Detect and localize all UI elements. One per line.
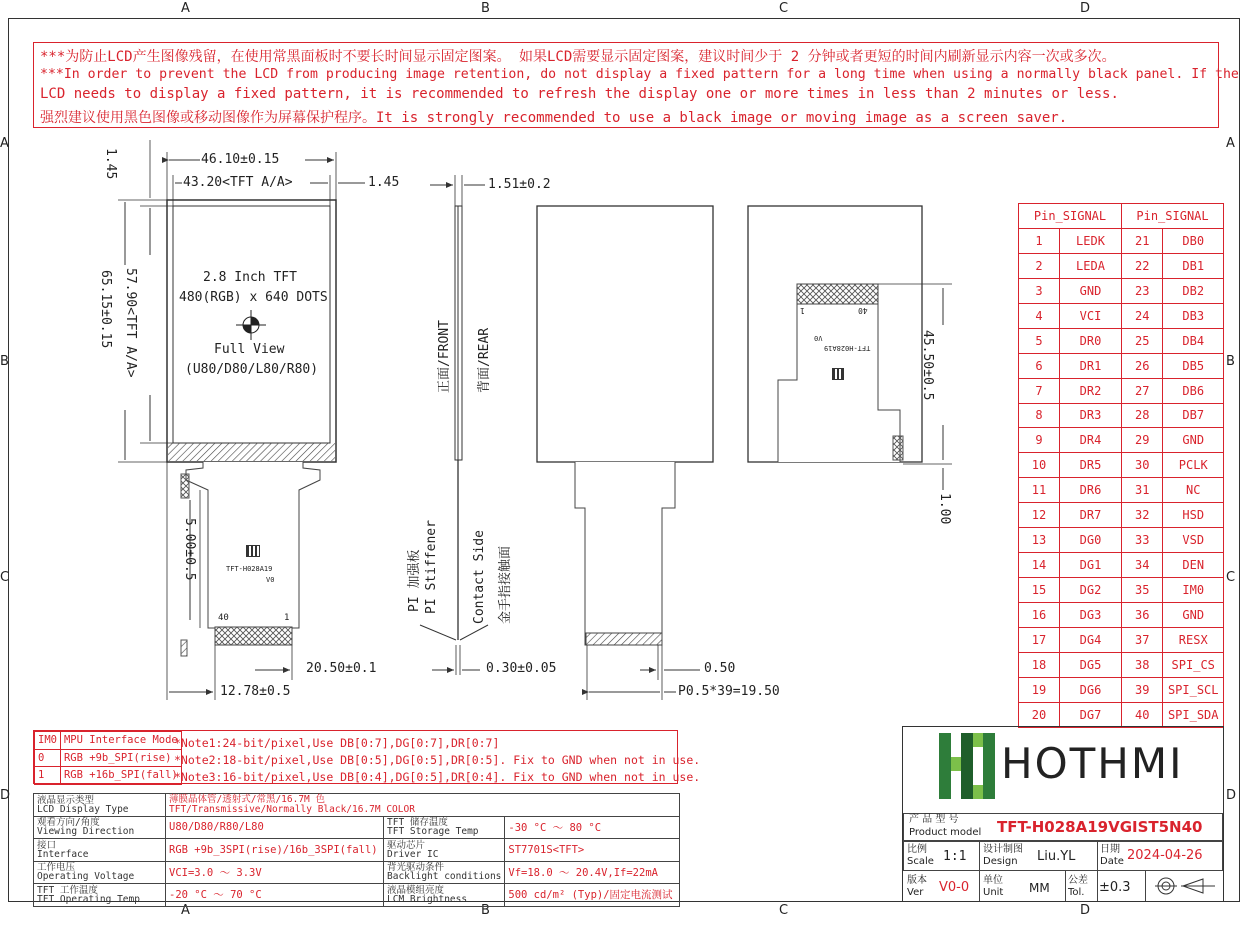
pin-number: 33 — [1122, 528, 1163, 553]
zone-top-c: C — [779, 1, 789, 16]
pin-signal: DB0 — [1163, 228, 1224, 253]
spec-value: Vf=18.0 ～ 20.4V,If=22mA — [505, 861, 680, 884]
table-row — [1019, 503, 1224, 528]
zone-top-a: A — [181, 1, 190, 16]
pin-number: 8 — [1019, 403, 1060, 428]
unit-value: MM — [1029, 881, 1050, 895]
table-row — [1019, 428, 1224, 453]
zone-bottom-b: B — [481, 903, 490, 918]
zone-right-a: A — [1226, 136, 1235, 151]
projection-symbol-icon — [1153, 875, 1219, 897]
divider — [1145, 871, 1146, 901]
spec-label: 接口 Interface — [34, 839, 166, 862]
rear-pin-40: 40 — [858, 306, 868, 315]
spec-label: TFT 工作温度 TFT Operating Temp — [34, 884, 166, 907]
contact-side-en: Contact Side — [472, 530, 487, 624]
dim-tail: 1.00 — [937, 493, 952, 525]
screen-line-2: 480(RGB) x 640 DOTS — [179, 290, 328, 305]
table-row — [1019, 553, 1224, 578]
pin-signal: DG5 — [1060, 652, 1122, 677]
pin-number: 34 — [1122, 553, 1163, 578]
pin-number: 22 — [1122, 253, 1163, 278]
table-row — [34, 794, 680, 817]
pin-number: 15 — [1019, 578, 1060, 603]
pin-signal: LEDK — [1060, 228, 1122, 253]
pin-signal: DR1 — [1060, 353, 1122, 378]
front-view — [118, 140, 365, 700]
pin-number: 6 — [1019, 353, 1060, 378]
spec-label: 工作电压 Operating Voltage — [34, 861, 166, 884]
pin-signal: DB5 — [1163, 353, 1224, 378]
zone-left-c: C — [0, 570, 10, 585]
dim-fpc-length: 45.50±0.5 — [920, 330, 935, 401]
zone-left-d: D — [0, 788, 11, 803]
table-row — [1019, 303, 1224, 328]
pin-signal: DR4 — [1060, 428, 1122, 453]
pin-signal: VCI — [1060, 303, 1122, 328]
pin-signal: DG3 — [1060, 603, 1122, 628]
dim-right-margin: 1.45 — [368, 175, 400, 190]
pin-number: 38 — [1122, 652, 1163, 677]
note-line-1: ***为防止LCD产生图像残留，在使用常黑面板时不要长时间显示固定图案。 如果LCD需要显示固定图案，建议时间少于 2 分钟或者更短的时间内刷新显示内容一次或多次。 — [40, 49, 1116, 65]
interface-note-1: *Note1:24-bit/pixel,Use DB[0:7],DG[0:7],DR[0:7] — [174, 736, 500, 750]
pin-number: 31 — [1122, 478, 1163, 503]
if-cell: RGB +9b_SPI(rise) — [60, 749, 181, 767]
rear-qr-icon — [832, 368, 844, 380]
fpc-label: TFT-H028A19 — [226, 565, 273, 573]
pin-header-left: Pin_SIGNAL — [1019, 204, 1122, 229]
pi-stiffener-cn: PI 加强板 — [407, 549, 422, 612]
pin-signal: DR6 — [1060, 478, 1122, 503]
pin-signal: DR0 — [1060, 328, 1122, 353]
spec-label: TFT 储存温度 TFT Storage Temp — [384, 816, 505, 839]
tol-value: ±0.3 — [1099, 880, 1131, 895]
pin-number: 25 — [1122, 328, 1163, 353]
front-bottom-bezel — [168, 443, 335, 461]
pin-signal: GND — [1163, 428, 1224, 453]
note-line-4: 强烈建议使用黑色图像或移动图像作为屏幕保护程序。It is strongly recommended to use a black image or moving image as a screen saver. — [40, 110, 1068, 126]
date-value: 2024-04-26 — [1127, 848, 1203, 863]
pin-number: 13 — [1019, 528, 1060, 553]
pin-number: 10 — [1019, 453, 1060, 478]
table-row — [1019, 278, 1224, 303]
table-row — [1019, 627, 1224, 652]
pin-signal: DG1 — [1060, 553, 1122, 578]
pin-signal: DG7 — [1060, 702, 1122, 727]
table-row — [1019, 478, 1224, 503]
zone-right-d: D — [1226, 788, 1237, 803]
pin-signal: DB4 — [1163, 328, 1224, 353]
product-model-label: 产 品 型 号 Product model — [909, 814, 982, 838]
dim-thickness: 1.51±0.2 — [488, 177, 551, 192]
pin-number: 29 — [1122, 428, 1163, 453]
zone-left-a: A — [0, 136, 9, 151]
divider — [979, 841, 980, 901]
note-line-2: ***In order to prevent the LCD from producing image retention, do not display a fixed pattern for a long time when using a normally black panel. If the — [40, 67, 1239, 82]
pin-number: 9 — [1019, 428, 1060, 453]
zone-right-c: C — [1226, 570, 1236, 585]
pin-number: 1 — [1019, 228, 1060, 253]
spec-value: RGB +9b_3SPI(rise)/16b_3SPI(fall) — [166, 839, 384, 862]
table-row — [35, 749, 182, 767]
pin-signal: DG4 — [1060, 627, 1122, 652]
tol-label: 公差 Tol. — [1068, 875, 1088, 898]
pin-signal: DR3 — [1060, 403, 1122, 428]
pin-signal: DR5 — [1060, 453, 1122, 478]
ver-label: 版本 Ver — [907, 875, 927, 898]
pin-number: 23 — [1122, 278, 1163, 303]
pin-number: 20 — [1019, 702, 1060, 727]
pin-signal: DG2 — [1060, 578, 1122, 603]
fpc-qr-icon — [246, 545, 260, 557]
pin-number: 40 — [1122, 702, 1163, 727]
ver-value: V0-0 — [939, 880, 970, 895]
brand-name: HOTHMI — [1001, 739, 1184, 788]
pin-signal: DB7 — [1163, 403, 1224, 428]
back-view-1 — [537, 206, 713, 700]
pin-signal: DB3 — [1163, 303, 1224, 328]
screen-line-4: (U80/D80/L80/R80) — [185, 362, 319, 377]
screen-line-3: Full View — [214, 342, 285, 357]
pin-number: 2 — [1019, 253, 1060, 278]
table-row — [1019, 677, 1224, 702]
pin-signal: DR7 — [1060, 503, 1122, 528]
pin-number: 19 — [1019, 677, 1060, 702]
rear-fpc-ver: V0 — [814, 334, 823, 342]
zone-right-b: B — [1226, 354, 1235, 369]
zone-bottom-a: A — [181, 903, 190, 918]
dim-fpc-offset: 12.78±0.5 — [220, 684, 291, 699]
pin-number: 5 — [1019, 328, 1060, 353]
table-row — [35, 732, 182, 750]
divider — [1097, 841, 1098, 901]
front-label: 正面/FRONT — [437, 320, 452, 393]
pin-number: 27 — [1122, 378, 1163, 403]
pin-number: 28 — [1122, 403, 1163, 428]
pin-signal: VSD — [1163, 528, 1224, 553]
interface-box — [33, 730, 701, 784]
pin-number: 12 — [1019, 503, 1060, 528]
pin-table-body — [1019, 228, 1224, 727]
pin-number: 35 — [1122, 578, 1163, 603]
pin-signal: DB2 — [1163, 278, 1224, 303]
table-row — [34, 816, 680, 839]
dim-top-margin: 1.45 — [103, 148, 118, 180]
interface-note-2: *Note2:18-bit/pixel,Use DB[0:5],DG[0:5],DR[0:5]. Fix to GND when not in use. — [174, 753, 701, 767]
dim-fpc-thickness: 0.30±0.05 — [486, 661, 557, 676]
spec-value: ST7701S<TFT> — [505, 839, 680, 862]
pin-label-40: 40 — [218, 613, 229, 623]
pin-signal: RESX — [1163, 627, 1224, 652]
date-label: 日期 Date — [1100, 844, 1124, 867]
screen-line-1: 2.8 Inch TFT — [203, 270, 297, 285]
dim-height: 65.15±0.15 — [98, 270, 113, 349]
pin-signal: GND — [1060, 278, 1122, 303]
if-cell: IM0 — [35, 732, 61, 750]
pin-number: 11 — [1019, 478, 1060, 503]
table-row — [1019, 578, 1224, 603]
pin-signal: IM0 — [1163, 578, 1224, 603]
rear-label: 背面/REAR — [477, 327, 492, 393]
pin-number: 36 — [1122, 603, 1163, 628]
interface-notes — [174, 735, 700, 786]
table-row — [35, 767, 182, 785]
zone-top-b: B — [481, 1, 490, 16]
spec-label: 背光驱动条件 Backlight conditions — [384, 861, 505, 884]
fpc-ver: V0 — [266, 576, 275, 584]
interface-note-3: *Note3:16-bit/pixel,Use DB[0:4],DG[0:5],DR[0:4]. Fix to GND when not in use. — [174, 770, 701, 784]
divider — [1065, 871, 1066, 901]
pin-signal: SPI_SCL — [1163, 677, 1224, 702]
pin-signal: DG0 — [1060, 528, 1122, 553]
front-fpc-contacts — [215, 627, 292, 645]
if-cell: RGB +16b_SPI(fall) — [60, 767, 181, 785]
pin-number: 37 — [1122, 627, 1163, 652]
pin-signal-table — [1018, 203, 1224, 728]
table-row — [34, 839, 680, 862]
table-row — [1019, 453, 1224, 478]
pin-header-right: Pin_SIGNAL — [1122, 204, 1224, 229]
pin-number: 7 — [1019, 378, 1060, 403]
pin-number: 4 — [1019, 303, 1060, 328]
pin-signal: DB1 — [1163, 253, 1224, 278]
pin-number: 18 — [1019, 652, 1060, 677]
table-row — [1019, 378, 1224, 403]
spec-label: 液晶模组亮度 LCM Brightness — [384, 884, 505, 907]
pin-signal: DEN — [1163, 553, 1224, 578]
pin-number: 16 — [1019, 603, 1060, 628]
pin-number: 24 — [1122, 303, 1163, 328]
pin-number: 14 — [1019, 553, 1060, 578]
scale-label: 比例 Scale — [907, 844, 934, 867]
title-block — [902, 726, 1224, 902]
table-row — [1019, 403, 1224, 428]
pin-signal: NC — [1163, 478, 1224, 503]
unit-label: 单位 Unit — [983, 875, 1004, 898]
spec-value: 薄膜晶体管/透射式/常黑/16.7M 色 TFT/Transmissive/Normally Black/16.7M COLOR — [166, 794, 680, 817]
table-row — [1019, 228, 1224, 253]
if-cell: 1 — [35, 767, 61, 785]
table-row — [1019, 652, 1224, 677]
pin-signal: GND — [1163, 603, 1224, 628]
spec-value: -20 °C ～ 70 °C — [166, 884, 384, 907]
dim-pitch: 0.50 — [704, 661, 736, 676]
pin-number: 21 — [1122, 228, 1163, 253]
pin-signal: PCLK — [1163, 453, 1224, 478]
spec-label: 驱动芯片 Driver IC — [384, 839, 505, 862]
spec-label: 观看方向/角度 Viewing Direction — [34, 816, 166, 839]
spec-value: 500 cd/m² (Typ)/固定电流测试 — [505, 884, 680, 907]
spec-table — [33, 793, 680, 907]
pin-signal: DG6 — [1060, 677, 1122, 702]
if-cell: MPU Interface Mode — [60, 732, 181, 750]
pin-signal: DB6 — [1163, 378, 1224, 403]
table-row — [1019, 528, 1224, 553]
dim-width: 46.10±0.15 — [201, 152, 280, 167]
zone-bottom-c: C — [779, 903, 789, 918]
dim-total: P0.5*39=19.50 — [678, 684, 780, 699]
dim-aa-height: 57.90<TFT A/A> — [123, 268, 138, 378]
spec-value: VCI=3.0 ～ 3.3V — [166, 861, 384, 884]
pin-label-1: 1 — [284, 613, 290, 623]
pin-number: 32 — [1122, 503, 1163, 528]
pin-signal: DR2 — [1060, 378, 1122, 403]
table-row — [34, 861, 680, 884]
table-row — [1019, 328, 1224, 353]
pin-number: 3 — [1019, 278, 1060, 303]
dim-fpc-pos: 20.50±0.1 — [306, 661, 377, 676]
pin-signal: SPI_CS — [1163, 652, 1224, 677]
pi-stiffener-en: PI Stiffener — [424, 520, 439, 614]
dim-aa-width: 43.20<TFT A/A> — [183, 175, 293, 190]
table-row — [1019, 253, 1224, 278]
zone-bottom-d: D — [1080, 903, 1091, 918]
pin-signal: LEDA — [1060, 253, 1122, 278]
table-row — [1019, 603, 1224, 628]
pin-number: 39 — [1122, 677, 1163, 702]
design-value: Liu.YL — [1037, 849, 1076, 864]
spec-value: -30 °C ～ 80 °C — [505, 816, 680, 839]
dim-fpc: 5.00±0.5 — [182, 518, 197, 581]
design-label: 设计制图 Design — [983, 844, 1023, 867]
spec-value: U80/D80/R80/L80 — [166, 816, 384, 839]
spec-label: 液晶显示类型 LCD Display Type — [34, 794, 166, 817]
table-row — [1019, 702, 1224, 727]
pin-signal: SPI_SDA — [1163, 702, 1224, 727]
interface-mode-table — [34, 731, 182, 785]
pin-number: 30 — [1122, 453, 1163, 478]
rear-pin-1: 1 — [800, 306, 805, 315]
scale-value: 1:1 — [943, 849, 967, 864]
product-model-value: TFT-H028A19VGIST5N40 — [997, 818, 1203, 836]
pin-number: 17 — [1019, 627, 1060, 652]
table-row — [34, 884, 680, 907]
contact-side-cn: 金手指接触面 — [498, 545, 513, 624]
rear-fpc-label: TFT-H028A19 — [824, 344, 871, 352]
pin-signal: HSD — [1163, 503, 1224, 528]
note-line-3: LCD needs to display a fixed pattern, it is recommended to refresh the display one or more times in less than 2 minutes or less. — [40, 86, 1119, 102]
zone-top-d: D — [1080, 1, 1091, 16]
table-row — [1019, 353, 1224, 378]
zone-left-b: B — [0, 354, 9, 369]
if-cell: 0 — [35, 749, 61, 767]
pin-number: 26 — [1122, 353, 1163, 378]
